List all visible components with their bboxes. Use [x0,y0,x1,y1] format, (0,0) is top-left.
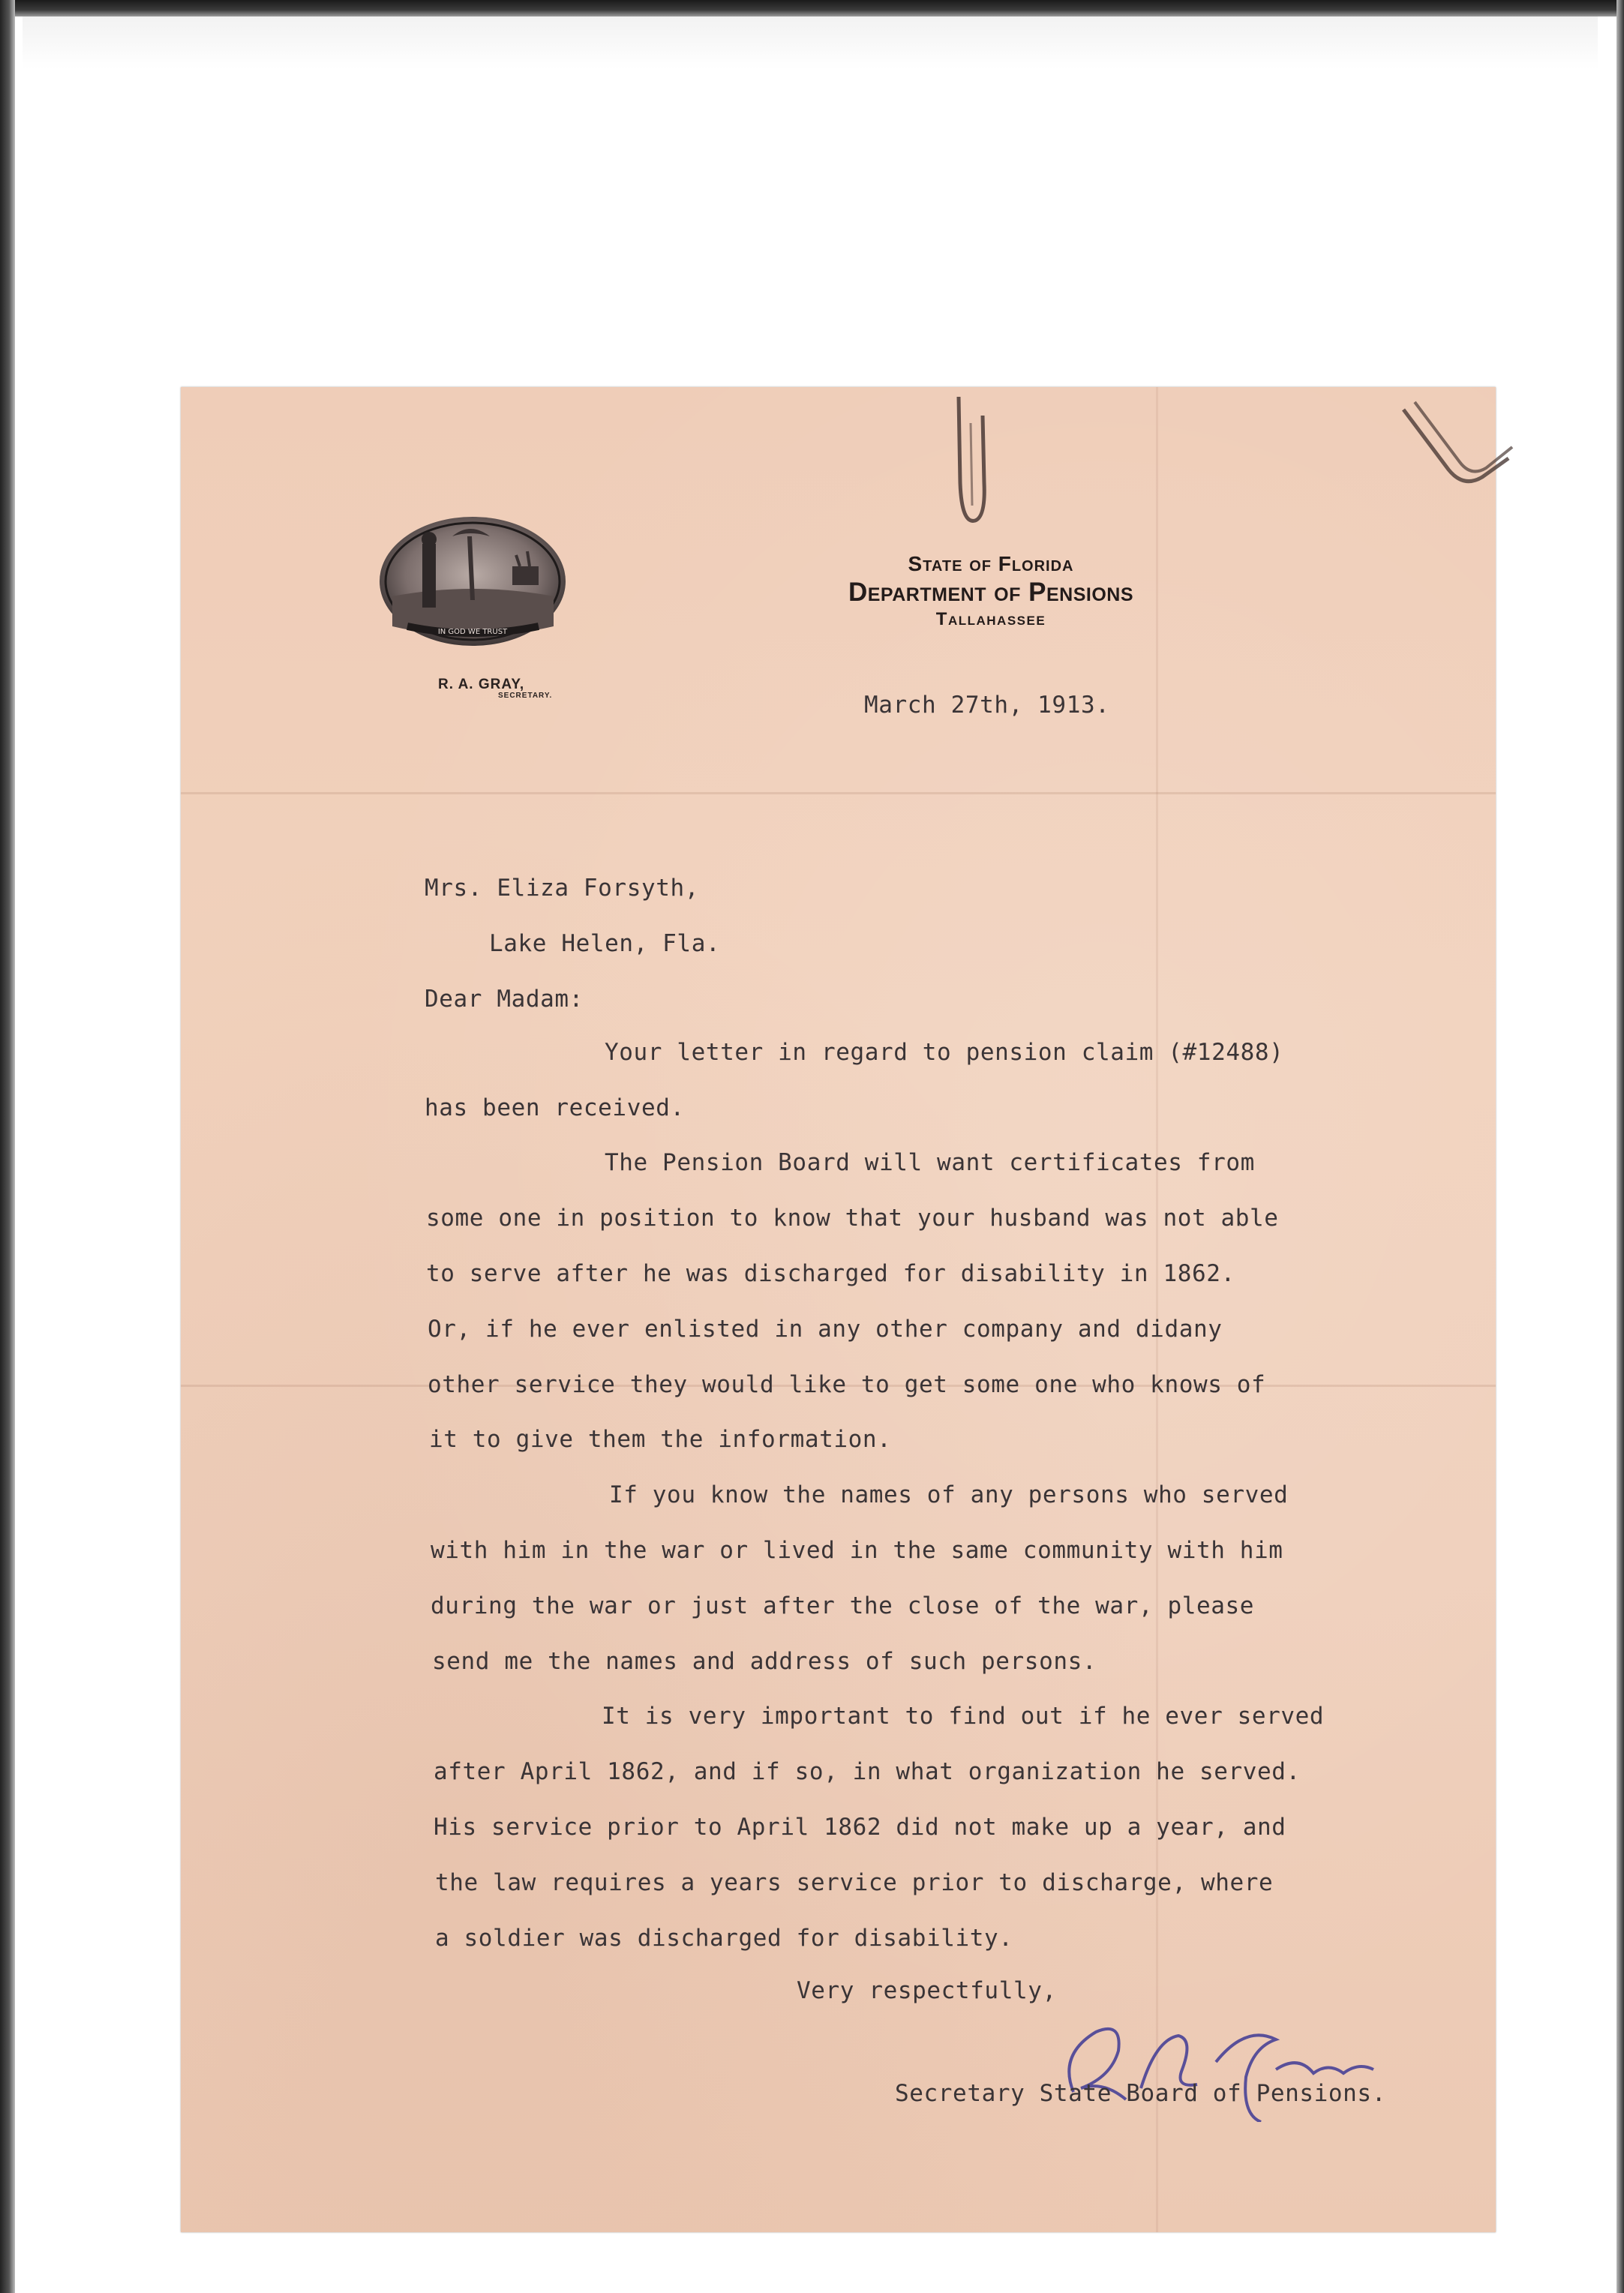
salutation: Dear Madam: [425,986,584,1013]
body-line: other service they would like to get some one who knows of [428,1371,1266,1398]
officer-name: R. A. GRAY, [438,677,525,692]
scanner-bed [23,17,1598,69]
officer-role: SECRETARY. [498,692,553,700]
body-line: the law requires a years service prior to discharge, where [435,1869,1274,1896]
body-line: to serve after he was discharged for disability in 1862. [426,1260,1235,1287]
body-line: after April 1862, and if so, in what organization he served. [434,1758,1301,1785]
body-line: Your letter in regard to pension claim (#12488) [605,1039,1284,1066]
body-line: The Pension Board will want certificates from [605,1149,1255,1176]
letterhead-state: State of Florida [908,552,1074,575]
body-line: Or, if he ever enlisted in any other company and didany [428,1316,1223,1343]
fold-crease [1156,387,1158,2232]
letterhead-officer [438,677,588,700]
scanner-edge-left [0,0,15,2293]
letterhead-department: Department of Pensions [848,578,1133,607]
letter-sheet [181,387,1496,2232]
closing: Very respectfully, [797,1977,1057,2004]
body-line: some one in position to know that your husband was not able [426,1205,1279,1232]
body-line: send me the names and address of such persons. [432,1648,1097,1675]
body-line: a soldier was discharged for disability. [435,1925,1013,1952]
florida-state-seal-icon [377,514,569,649]
seal-motto: IN GOD WE TRUST [437,628,508,636]
scanner-edge-top [0,0,1624,17]
body-line: It is very important to find out if he ever served [602,1703,1325,1730]
body-line: during the war or just after the close of the war, please [431,1592,1255,1619]
paperclip-mark [950,393,995,536]
paperclip-corner-mark [1396,387,1516,507]
body-line: it to give them the information. [429,1426,892,1453]
letterhead-city: Tallahassee [935,609,1046,629]
scanner-edge-right [1616,0,1624,2293]
recipient-place: Lake Helen, Fla. [489,930,721,957]
letter-date: March 27th, 1913. [864,692,1110,719]
fold-crease [181,792,1496,794]
body-line: If you know the names of any persons who served [609,1481,1289,1508]
letterhead-title [781,552,1201,630]
signer-title: Secretary State Board of Pensions. [895,2080,1386,2107]
body-line: with him in the war or lived in the same community with him [431,1537,1283,1564]
body-line: has been received. [425,1094,685,1121]
body-line: His service prior to April 1862 did not make up a year, and [434,1814,1286,1841]
recipient-name: Mrs. Eliza Forsyth, [425,875,700,902]
